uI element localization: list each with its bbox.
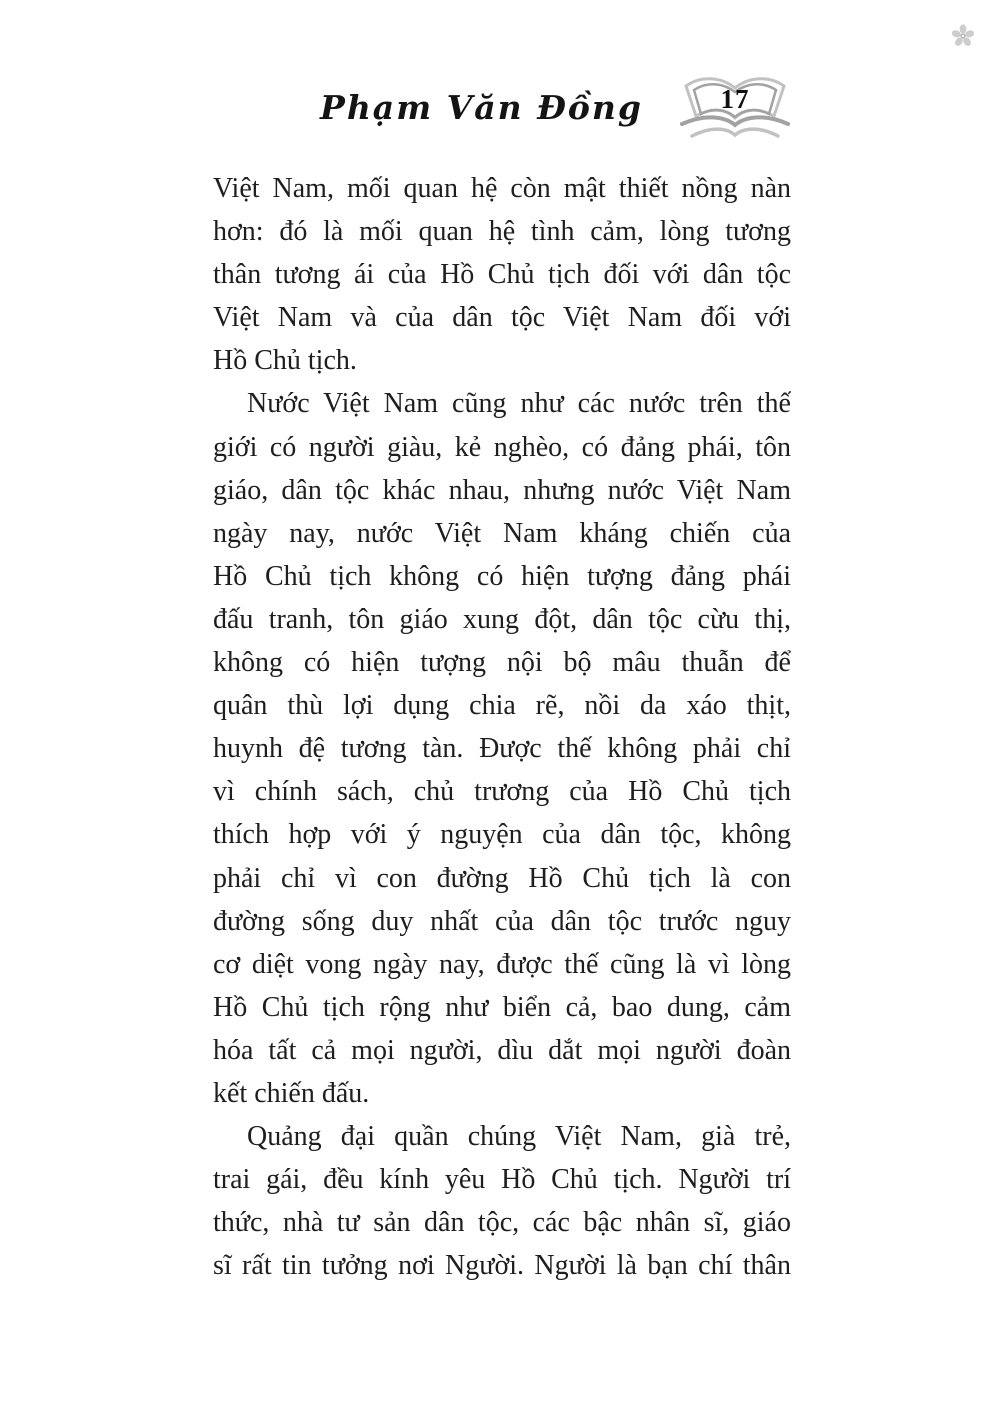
text-line: vì chính sách, chủ trương của Hồ Chủ tịch (213, 776, 791, 808)
text-line: Hồ Chủ tịch không có hiện tượng đảng phái (213, 560, 791, 592)
text-line: huynh đệ tương tàn. Được thế không phải chỉ (213, 733, 791, 765)
text-line: đường sống duy nhất của dân tộc trước nguy (213, 905, 791, 937)
text-line: Hồ Chủ tịch rộng như biển cả, bao dung, cảm (213, 991, 791, 1023)
flower-icon (950, 23, 976, 49)
page-number: 17 (720, 84, 750, 114)
text-line: kết chiến đấu. (213, 1077, 370, 1109)
text-line: Nước Việt Nam cũng như các nước trên thế (247, 388, 791, 420)
text-line: thân tương ái của Hồ Chủ tịch đối với dân tộc (213, 259, 791, 291)
page-number-ornament (674, 74, 796, 142)
text-line: hóa tất cả mọi người, dìu dắt mọi người đoàn (213, 1034, 791, 1066)
text-line: sĩ rất tin tưởng nơi Người. Người là bạn chí thân (213, 1250, 791, 1282)
page-body (213, 167, 791, 1287)
text-line: hơn: đó là mối quan hệ tình cảm, lòng tương (213, 216, 791, 248)
text-line: thích hợp với ý nguyện của dân tộc, không (213, 819, 791, 851)
text-line: Hồ Chủ tịch. (213, 345, 357, 377)
text-line: thức, nhà tư sản dân tộc, các bậc nhân sĩ, giáo (213, 1207, 791, 1239)
text-line: giới có người giàu, kẻ nghèo, có đảng phái, tôn (213, 431, 791, 463)
text-line: giáo, dân tộc khác nhau, nhưng nước Việt Nam (213, 474, 791, 506)
text-line: không có hiện tượng nội bộ mâu thuẫn để (213, 647, 791, 679)
text-line: cơ diệt vong ngày nay, được thế cũng là vì lòng (213, 948, 791, 980)
text-line: quân thù lợi dụng chia rẽ, nồi da xáo thịt, (213, 690, 791, 722)
text-line: Việt Nam, mối quan hệ còn mật thiết nồng nàn (213, 173, 791, 204)
text-line: ngày nay, nước Việt Nam kháng chiến của (213, 517, 791, 549)
text-line: trai gái, đều kính yêu Hồ Chủ tịch. Người trí (213, 1164, 791, 1196)
text-line: Việt Nam và của dân tộc Việt Nam đối với (213, 302, 791, 334)
running-header-author: Phạm Văn Đồng (320, 88, 643, 127)
text-line: Quảng đại quần chúng Việt Nam, già trẻ, (247, 1121, 791, 1153)
text-line: phải chỉ vì con đường Hồ Chủ tịch là con (213, 862, 791, 894)
text-line: đấu tranh, tôn giáo xung đột, dân tộc cừu thị, (213, 603, 791, 635)
